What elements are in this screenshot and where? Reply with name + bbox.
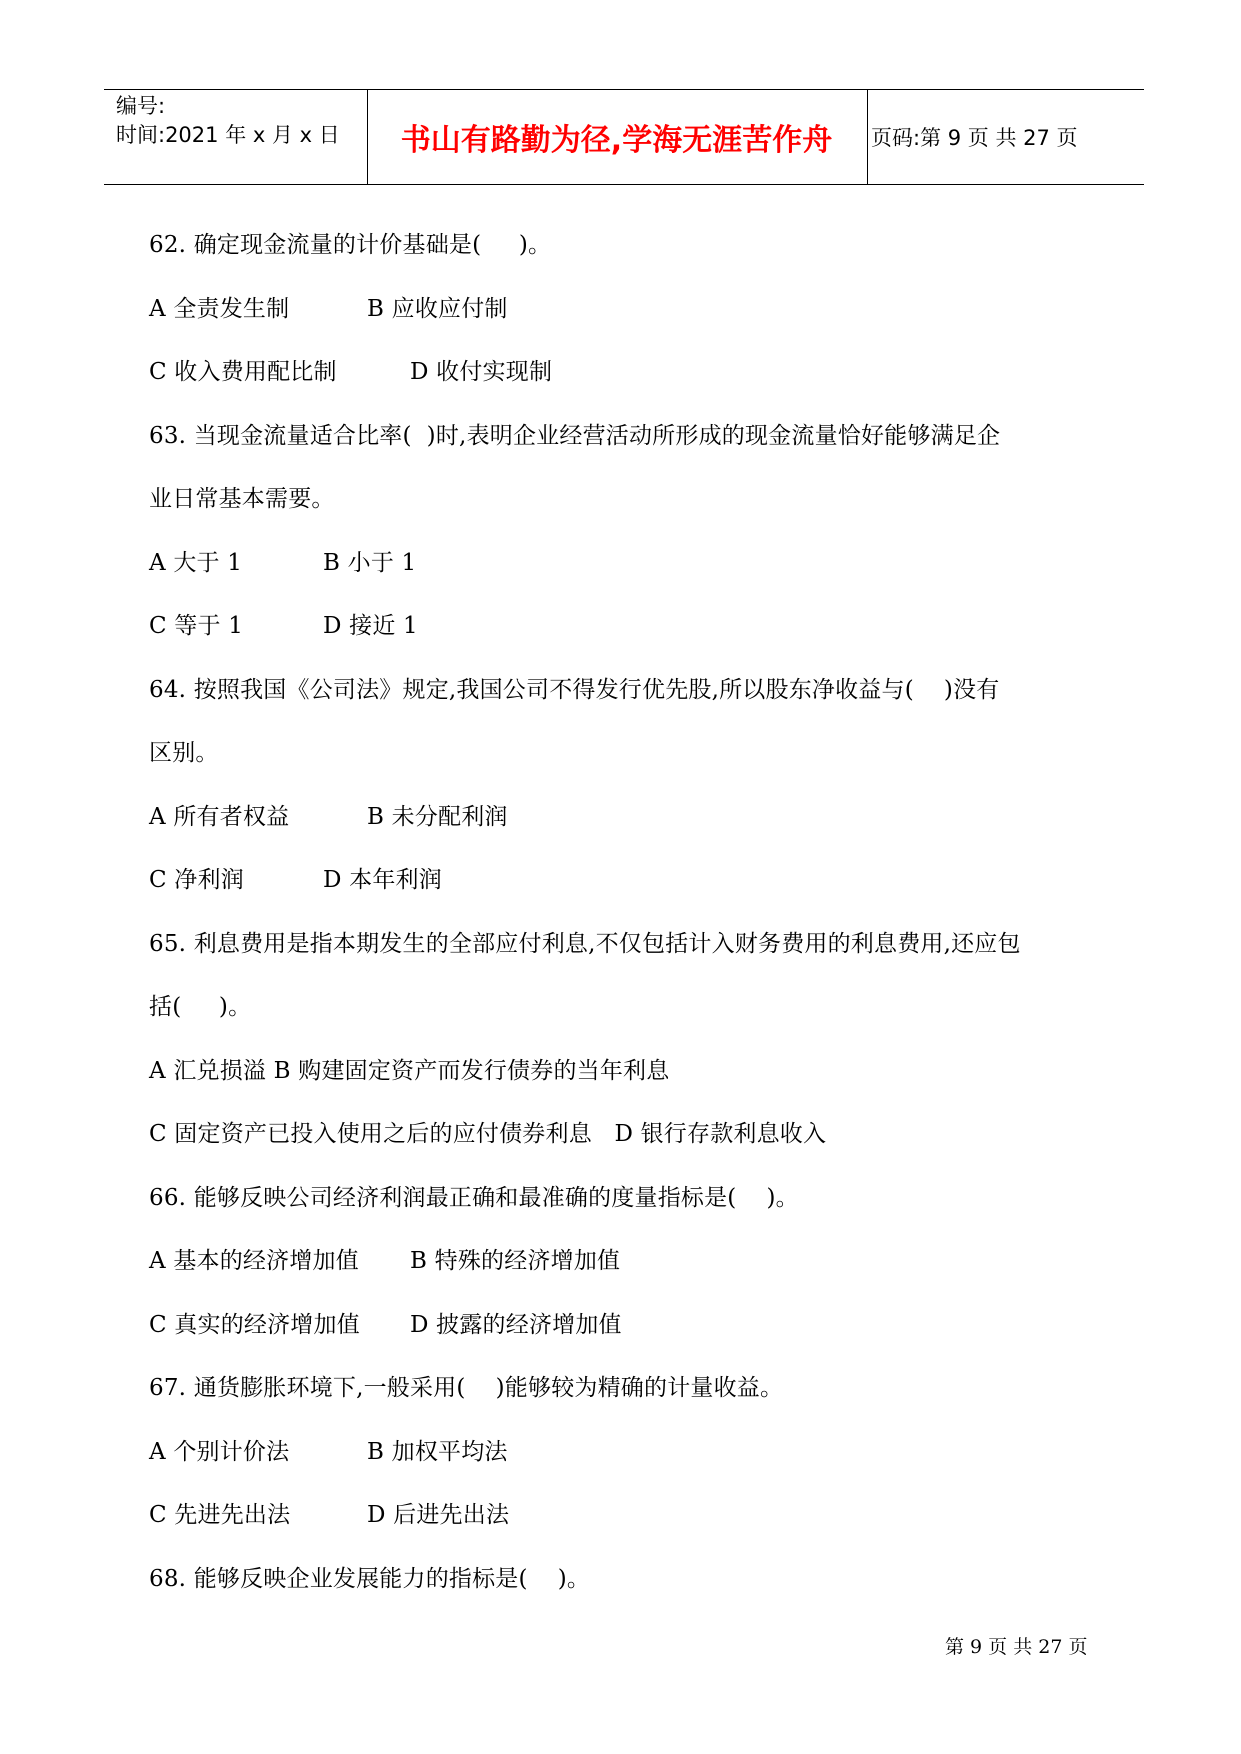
answer-option: D 接近 1 [323, 613, 418, 639]
answer-option: D 本年利润 [323, 867, 442, 893]
answer-options [149, 532, 1109, 596]
header-divider [367, 90, 368, 184]
answer-option: A 个别计价法 [149, 1438, 290, 1465]
answer-option: A 所有者权益 [149, 803, 290, 830]
answer-option: C 等于 1 [149, 613, 244, 639]
text-line: 括( )。 [149, 994, 252, 1020]
answer-options [149, 1230, 1109, 1294]
answer-option: C 先进先出法 [149, 1502, 291, 1528]
text-line: 区别。 [149, 740, 219, 766]
header-table [104, 89, 1144, 185]
answer-option: B 特殊的经济增加值 [410, 1248, 621, 1274]
question-body [149, 214, 1109, 1611]
page-footer: 第 9 页 共 27 页 [945, 1636, 1088, 1658]
serial-label: 编号: [116, 94, 166, 118]
answer-option: D 后进先出法 [367, 1502, 510, 1528]
answer-option: D 披露的经济增加值 [410, 1311, 622, 1338]
header-divider [867, 90, 868, 184]
answer-option: C 真实的经济增加值 [149, 1311, 360, 1338]
answer-options [149, 1294, 1109, 1358]
answer-option: A 大于 1 [149, 549, 243, 576]
answer-options [149, 1421, 1109, 1485]
answer-options [149, 849, 1109, 913]
question-text: 64. 按照我国《公司法》规定,我国公司不得发行优先股,所以股东净收益与( )没有 [149, 676, 1000, 703]
question-text: 67. 通货膨胀环境下,一般采用( )能够较为精确的计量收益。 [149, 1375, 784, 1401]
answer-option: D 收付实现制 [410, 359, 553, 385]
answer-options [149, 595, 1109, 659]
question-text: 66. 能够反映公司经济利润最正确和最准确的度量指标是( )。 [149, 1184, 799, 1211]
answer-option: C 净利润 [149, 867, 244, 893]
question-text: 62. 确定现金流量的计价基础是( )。 [149, 232, 552, 258]
answer-options [149, 278, 1109, 342]
header-meta [116, 92, 340, 150]
answer-option: A 全责发生制 [149, 295, 290, 322]
answer-option: B 加权平均法 [367, 1438, 508, 1465]
answer-options [149, 341, 1109, 405]
question-text: 63. 当现金流量适合比率( )时,表明企业经营活动所形成的现金流量恰好能够满足企 [149, 422, 1001, 449]
answer-option: C 收入费用配比制 [149, 359, 337, 385]
answer-option: B 应收应付制 [367, 295, 508, 322]
text-line: C 固定资产已投入使用之后的应付债券利息 D 银行存款利息收入 [149, 1121, 827, 1147]
answer-option: A 基本的经济增加值 [149, 1248, 359, 1274]
time-label: 时间:2021 年 x 月 x 日 [116, 123, 340, 147]
header-motto: 书山有路勤为径,学海无涯苦作舟 [400, 123, 833, 158]
question-text: 65. 利息费用是指本期发生的全部应付利息,不仅包括计入财务费用的利息费用,还应包 [149, 930, 1021, 957]
header-page-label: 页码:第 9 页 共 27 页 [871, 126, 1078, 150]
answer-options [149, 786, 1109, 850]
answer-options [149, 1484, 1109, 1548]
text-line: A 汇兑损溢 B 购建固定资产而发行债券的当年利息 [149, 1057, 670, 1084]
answer-option: B 未分配利润 [367, 803, 508, 830]
question-text: 68. 能够反映企业发展能力的指标是( )。 [149, 1565, 591, 1592]
answer-option: B 小于 1 [323, 549, 417, 576]
text-line: 业日常基本需要。 [149, 486, 335, 512]
